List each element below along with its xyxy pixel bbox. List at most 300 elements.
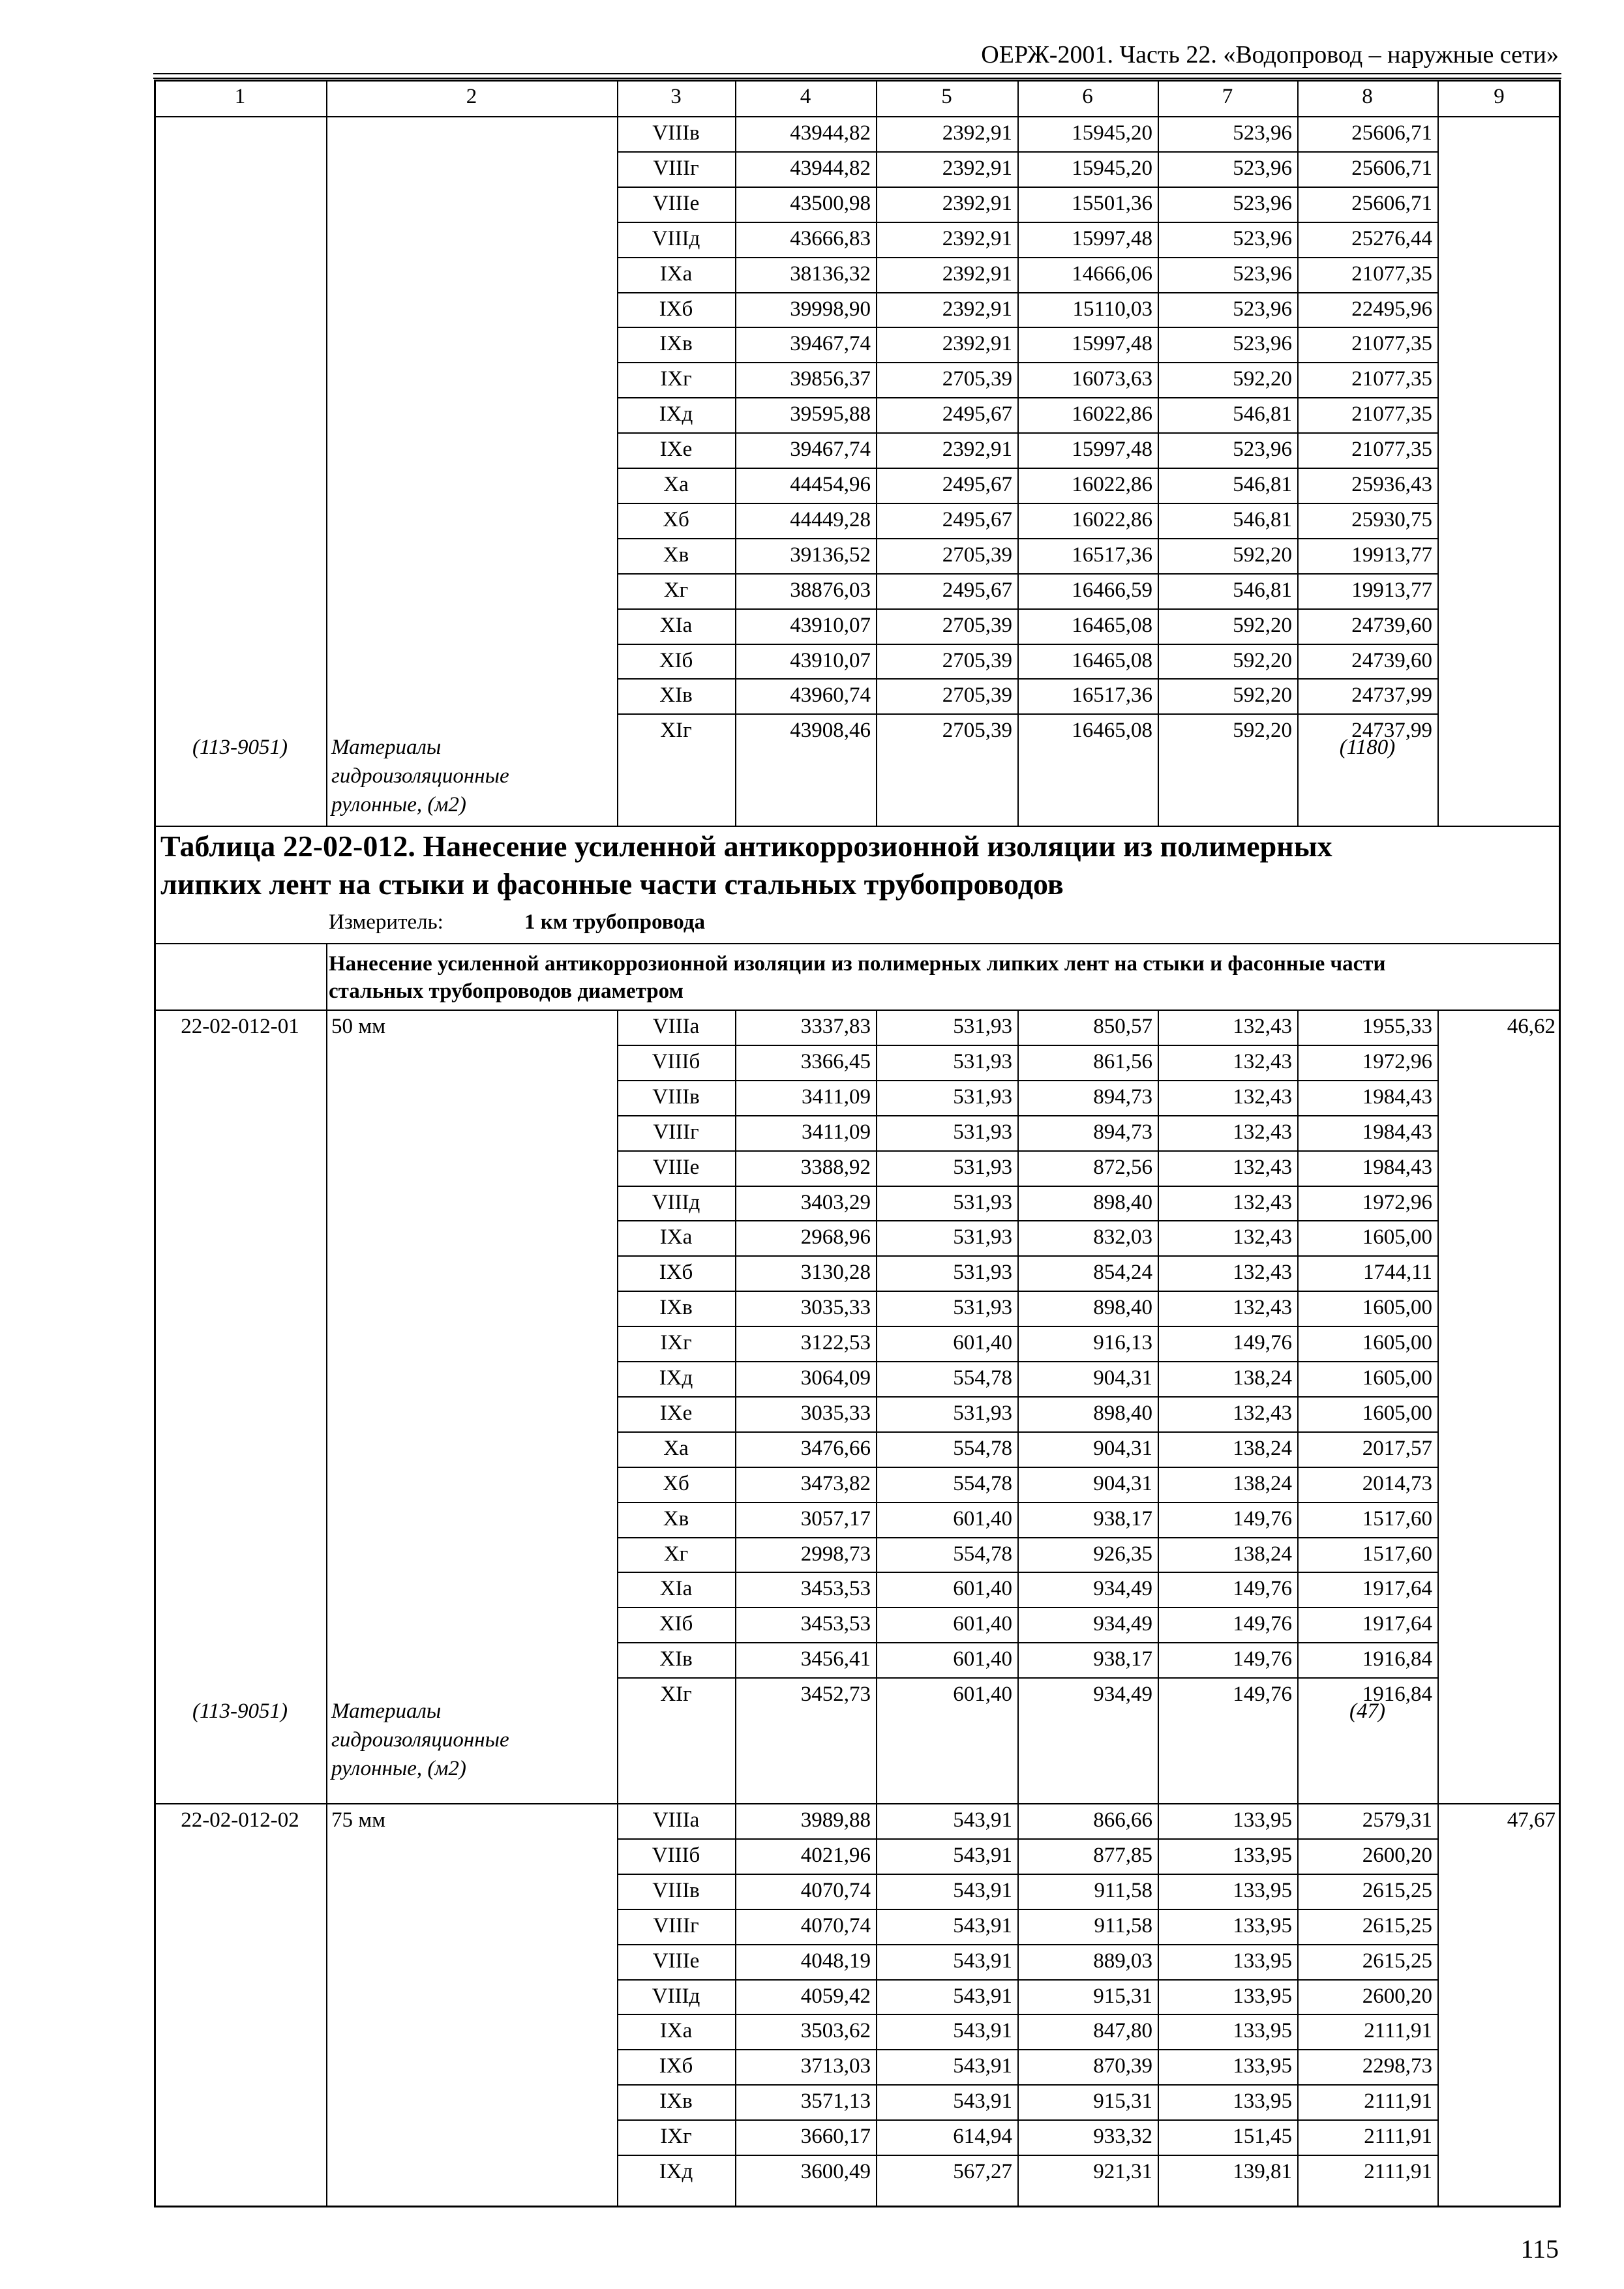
resource-quantity: (1180)	[1339, 736, 1396, 760]
variant-code: VIIIа	[652, 1808, 700, 1832]
grid-vline	[326, 1803, 327, 2207]
variant-code: VIIIв	[652, 1878, 700, 1902]
price-value: 531,93	[953, 1401, 1012, 1425]
price-value: 543,91	[953, 2089, 1012, 2114]
price-value: 15110,03	[1072, 297, 1152, 321]
grid-vline	[326, 116, 327, 826]
price-value: 132,43	[1233, 1261, 1292, 1285]
price-value: 1984,43	[1362, 1155, 1432, 1179]
section-heading: Нанесение усиленной антикоррозионной изоляции из полимерных липких лент на стыки и фасонные части	[329, 952, 1386, 976]
price-value: 904,31	[1093, 1471, 1152, 1495]
price-value: 934,49	[1093, 1612, 1152, 1636]
column-number: 3	[670, 85, 682, 108]
grid-hline	[617, 2049, 1437, 2050]
price-value: 132,43	[1233, 1225, 1292, 1249]
price-value: 43908,46	[790, 719, 871, 743]
variant-code: XIа	[659, 1577, 693, 1601]
position-name: 50 мм	[331, 1015, 386, 1038]
variant-code: Xб	[663, 507, 689, 531]
price-value: 3453,53	[800, 1577, 871, 1601]
table-title: Таблица 22-02-012. Нанесение усиленной антикоррозионной изоляции из полимерных	[160, 830, 1332, 863]
price-value: 3035,33	[800, 1296, 871, 1320]
price-value: 523,96	[1233, 121, 1292, 145]
table-title: липких лент на стыки и фасонные части стальных трубопроводов	[160, 867, 1064, 901]
price-value: 138,24	[1233, 1366, 1292, 1390]
grid-hline	[617, 1642, 1437, 1643]
price-value: 2495,67	[942, 473, 1012, 496]
price-value: 24739,60	[1351, 613, 1432, 637]
variant-code: XIг	[660, 1683, 692, 1707]
price-value: 16073,63	[1072, 367, 1152, 391]
price-value: 614,94	[953, 2125, 1012, 2149]
grid-hline	[617, 1045, 1437, 1046]
variant-code: IXг	[660, 367, 692, 391]
price-value: 2615,25	[1362, 1913, 1432, 1937]
price-value: 904,31	[1093, 1366, 1152, 1390]
column-number: 8	[1362, 85, 1373, 108]
price-value: 2615,25	[1362, 1949, 1432, 1973]
price-value: 4070,74	[800, 1878, 871, 1902]
price-value: 543,91	[953, 1843, 1012, 1867]
grid-hline	[617, 1607, 1437, 1608]
price-value: 554,78	[953, 1436, 1012, 1460]
price-value: 523,96	[1233, 226, 1292, 250]
price-value: 133,95	[1233, 1949, 1292, 1973]
price-value: 567,27	[953, 2160, 1012, 2183]
price-value: 531,93	[953, 1120, 1012, 1144]
price-value: 25606,71	[1351, 156, 1432, 180]
grid-hline	[617, 222, 1437, 223]
price-value: 15945,20	[1072, 156, 1152, 180]
variant-code: IXа	[659, 1225, 693, 1249]
price-value: 592,20	[1233, 683, 1292, 708]
price-value: 861,56	[1093, 1049, 1152, 1073]
price-value: 2600,20	[1362, 1843, 1432, 1867]
column-number: 1	[234, 85, 246, 108]
section-heading: стальных трубопроводов диаметром	[329, 980, 684, 1003]
price-value: 16517,36	[1072, 683, 1152, 708]
price-value: 16022,86	[1072, 507, 1152, 531]
price-value: 2111,91	[1364, 2089, 1432, 2114]
price-value: 133,95	[1233, 1913, 1292, 1937]
grid-vline	[735, 80, 736, 116]
column-number: 6	[1082, 85, 1093, 108]
price-value: 2998,73	[800, 1542, 871, 1566]
grid-hline	[617, 2014, 1437, 2015]
price-value: 531,93	[953, 1190, 1012, 1214]
price-value: 592,20	[1233, 648, 1292, 672]
variant-code: VIIIб	[652, 1049, 700, 1073]
price-value: 3503,62	[800, 2019, 871, 2043]
running-header: ОЕРЖ-2001. Часть 22. «Водопровод – наружные сети»	[981, 41, 1559, 68]
variant-code: XIв	[659, 1647, 693, 1671]
price-value: 523,96	[1233, 297, 1292, 321]
price-value: 531,93	[953, 1085, 1012, 1109]
price-value: 543,91	[953, 1913, 1012, 1937]
variant-code: IXд	[659, 1366, 693, 1390]
price-value: 911,58	[1094, 1878, 1152, 1902]
grid-hline	[617, 432, 1437, 434]
price-value: 16465,08	[1072, 648, 1152, 672]
variant-code: VIIIв	[652, 1085, 700, 1109]
price-value: 601,40	[953, 1647, 1012, 1671]
variant-code: IXв	[659, 332, 693, 356]
price-value: 16022,86	[1072, 402, 1152, 426]
variant-code: Xв	[663, 543, 689, 567]
price-value: 19913,77	[1351, 543, 1432, 567]
variant-code: IXе	[659, 438, 693, 462]
grid-vline	[1158, 1010, 1159, 1803]
price-value: 546,81	[1233, 402, 1292, 426]
variant-code: IXд	[659, 402, 693, 426]
price-value: 39136,52	[790, 543, 871, 567]
price-value: 149,76	[1233, 1612, 1292, 1636]
measure-value: 1 км трубопровода	[524, 910, 706, 934]
grid-hline	[617, 503, 1437, 504]
grid-vline	[735, 1803, 736, 2207]
grid-hline	[617, 292, 1437, 293]
grid-vline	[326, 80, 327, 116]
price-value: 531,93	[953, 1261, 1012, 1285]
resource-name: Материалы	[331, 1699, 442, 1723]
header-rule	[153, 73, 1561, 74]
price-value: 2615,25	[1362, 1878, 1432, 1902]
price-value: 1916,84	[1362, 1647, 1432, 1671]
grid-vline	[1437, 1010, 1439, 1803]
price-value: 2392,91	[942, 438, 1012, 462]
price-value: 43944,82	[790, 121, 871, 145]
variant-code: Xа	[663, 1436, 689, 1460]
page-number: 115	[1520, 2234, 1559, 2264]
resource-quantity: (47)	[1349, 1699, 1385, 1723]
price-value: 3571,13	[800, 2089, 871, 2114]
grid-hline	[617, 1150, 1437, 1152]
price-value: 132,43	[1233, 1155, 1292, 1179]
price-value: 44454,96	[790, 473, 871, 496]
price-value: 44449,28	[790, 507, 871, 531]
price-value: 132,43	[1233, 1085, 1292, 1109]
price-value: 2392,91	[942, 297, 1012, 321]
price-value: 3411,09	[801, 1085, 871, 1109]
variant-code: VIIIе	[652, 1949, 700, 1973]
grid-hline	[154, 826, 1561, 827]
price-value: 592,20	[1233, 719, 1292, 743]
variant-code: XIа	[659, 613, 693, 637]
price-value: 601,40	[953, 1506, 1012, 1531]
variant-code: IXг	[660, 2125, 692, 2149]
price-value: 2968,96	[800, 1225, 871, 1249]
price-value: 592,20	[1233, 613, 1292, 637]
price-value: 2705,39	[942, 367, 1012, 391]
price-value: 523,96	[1233, 438, 1292, 462]
price-value: 1984,43	[1362, 1085, 1432, 1109]
price-value: 1605,00	[1362, 1225, 1432, 1249]
grid-hline	[617, 1979, 1437, 1981]
column-number: 9	[1494, 85, 1505, 108]
price-value: 2495,67	[942, 402, 1012, 426]
price-value: 133,95	[1233, 1984, 1292, 2008]
variant-code: VIIIд	[652, 1190, 700, 1214]
price-value: 3473,82	[800, 1471, 871, 1495]
price-value: 523,96	[1233, 191, 1292, 215]
grid-vline	[617, 1010, 618, 1803]
price-value: 39467,74	[790, 332, 871, 356]
price-value: 1917,64	[1362, 1612, 1432, 1636]
price-value: 2705,39	[942, 719, 1012, 743]
price-value: 2111,91	[1364, 2160, 1432, 2183]
price-value: 543,91	[953, 1984, 1012, 2008]
price-value: 21077,35	[1351, 332, 1432, 356]
price-value: 866,66	[1093, 1808, 1152, 1832]
price-value: 894,73	[1093, 1085, 1152, 1109]
price-value: 2495,67	[942, 507, 1012, 531]
price-value: 554,78	[953, 1471, 1012, 1495]
price-value: 149,76	[1233, 1331, 1292, 1355]
price-value: 894,73	[1093, 1120, 1152, 1144]
grid-hline	[617, 1677, 1437, 1679]
price-value: 915,31	[1093, 2089, 1152, 2114]
price-value: 133,95	[1233, 1808, 1292, 1832]
grid-hline	[617, 573, 1437, 575]
price-value: 3713,03	[800, 2054, 871, 2078]
grid-hline	[617, 2119, 1437, 2121]
price-value: 915,31	[1093, 1984, 1152, 2008]
grid-vline	[876, 1803, 877, 2207]
price-value: 2298,73	[1362, 2054, 1432, 2078]
price-value: 132,43	[1233, 1190, 1292, 1214]
grid-hline	[617, 1467, 1437, 1468]
price-value: 15501,36	[1072, 191, 1152, 215]
price-value: 592,20	[1233, 367, 1292, 391]
resource-name: гидроизоляционные	[331, 1728, 509, 1752]
price-value: 1984,43	[1362, 1120, 1432, 1144]
price-value: 543,91	[953, 2054, 1012, 2078]
variant-code: VIIIд	[652, 1984, 700, 2008]
price-value: 15997,48	[1072, 332, 1152, 356]
resource-code: (113-9051)	[192, 1699, 288, 1723]
grid-hline	[617, 644, 1437, 645]
price-value: 2392,91	[942, 226, 1012, 250]
grid-hline	[617, 1220, 1437, 1221]
price-value: 531,93	[953, 1155, 1012, 1179]
price-value: 25606,71	[1351, 191, 1432, 215]
variant-code: XIв	[659, 683, 693, 708]
variant-code: Xг	[663, 578, 689, 602]
price-value: 601,40	[953, 1683, 1012, 1707]
price-value: 543,91	[953, 1808, 1012, 1832]
variant-code: Xа	[663, 473, 689, 496]
variant-code: VIIIд	[652, 226, 700, 250]
price-value: 898,40	[1093, 1190, 1152, 1214]
price-value: 854,24	[1093, 1261, 1152, 1285]
variant-code: IXв	[659, 2089, 693, 2114]
price-value: 38136,32	[790, 262, 871, 286]
price-value: 2600,20	[1362, 1984, 1432, 2008]
price-value: 132,43	[1233, 1049, 1292, 1073]
price-value: 16465,08	[1072, 613, 1152, 637]
grid-vline	[326, 943, 327, 1010]
col9-value: 47,67	[1507, 1808, 1556, 1832]
price-value: 3660,17	[800, 2125, 871, 2149]
variant-code: VIIIг	[653, 1913, 699, 1937]
variant-code: Xб	[663, 1471, 689, 1495]
grid-hline	[617, 1572, 1437, 1573]
price-value: 2392,91	[942, 121, 1012, 145]
price-value: 133,95	[1233, 2089, 1292, 2114]
price-value: 39856,37	[790, 367, 871, 391]
price-value: 2111,91	[1364, 2019, 1432, 2043]
grid-hline	[617, 1115, 1437, 1116]
grid-vline	[1017, 1010, 1019, 1803]
price-value: 2705,39	[942, 613, 1012, 637]
price-value: 3403,29	[800, 1190, 871, 1214]
price-value: 1917,64	[1362, 1577, 1432, 1601]
price-value: 133,95	[1233, 2054, 1292, 2078]
position-code: 22-02-012-01	[181, 1015, 299, 1038]
price-value: 133,95	[1233, 2019, 1292, 2043]
resource-name: Материалы	[331, 736, 442, 760]
grid-hline	[617, 1838, 1437, 1840]
price-value: 2705,39	[942, 648, 1012, 672]
price-value: 4048,19	[800, 1949, 871, 1973]
grid-hline	[617, 151, 1437, 153]
grid-hline	[617, 397, 1437, 398]
variant-code: IXб	[659, 2054, 693, 2078]
variant-code: VIIIг	[653, 156, 699, 180]
price-value: 43666,83	[790, 226, 871, 250]
position-code: 22-02-012-02	[181, 1808, 299, 1832]
resource-code: (113-9051)	[192, 736, 288, 760]
price-value: 1972,96	[1362, 1190, 1432, 1214]
grid-hline	[617, 538, 1437, 539]
price-value: 133,95	[1233, 1843, 1292, 1867]
grid-vline	[1017, 80, 1019, 116]
price-value: 21077,35	[1351, 367, 1432, 391]
price-value: 2392,91	[942, 332, 1012, 356]
price-value: 938,17	[1093, 1647, 1152, 1671]
grid-hline	[617, 327, 1437, 328]
resource-name: рулонные, (м2)	[331, 793, 466, 817]
column-number: 2	[466, 85, 477, 108]
price-value: 43960,74	[790, 683, 871, 708]
grid-hline	[617, 1396, 1437, 1398]
grid-vline	[1297, 80, 1299, 116]
price-value: 1605,00	[1362, 1331, 1432, 1355]
grid-hline	[617, 1361, 1437, 1362]
variant-code: VIIIе	[652, 1155, 700, 1179]
price-value: 138,24	[1233, 1471, 1292, 1495]
price-value: 531,93	[953, 1015, 1012, 1038]
price-value: 531,93	[953, 1225, 1012, 1249]
price-value: 138,24	[1233, 1542, 1292, 1566]
price-value: 2705,39	[942, 683, 1012, 708]
grid-hline	[617, 257, 1437, 258]
price-value: 531,93	[953, 1049, 1012, 1073]
grid-hline	[617, 2155, 1437, 2156]
price-value: 25606,71	[1351, 121, 1432, 145]
price-value: 904,31	[1093, 1436, 1152, 1460]
grid-hline	[617, 362, 1437, 363]
grid-hline	[617, 713, 1437, 715]
price-value: 132,43	[1233, 1015, 1292, 1038]
price-value: 3600,49	[800, 2160, 871, 2183]
price-value: 2495,67	[942, 578, 1012, 602]
price-value: 24737,99	[1351, 719, 1432, 743]
price-value: 938,17	[1093, 1506, 1152, 1531]
price-value: 3337,83	[800, 1015, 871, 1038]
grid-vline	[876, 1010, 877, 1803]
grid-hline	[617, 1909, 1437, 1910]
price-value: 832,03	[1093, 1225, 1152, 1249]
grid-hline	[154, 1010, 1561, 1011]
variant-code: IXе	[659, 1401, 693, 1425]
price-value: 25936,43	[1351, 473, 1432, 496]
price-value: 546,81	[1233, 473, 1292, 496]
grid-hline	[617, 1431, 1437, 1433]
variant-code: IXг	[660, 1331, 692, 1355]
price-value: 3122,53	[800, 1331, 871, 1355]
price-value: 3989,88	[800, 1808, 871, 1832]
grid-hline	[617, 187, 1437, 188]
price-value: 3452,73	[800, 1683, 871, 1707]
price-value: 21077,35	[1351, 402, 1432, 426]
price-value: 926,35	[1093, 1542, 1152, 1566]
price-value: 2014,73	[1362, 1471, 1432, 1495]
variant-code: VIIIе	[652, 191, 700, 215]
price-value: 3064,09	[800, 1366, 871, 1390]
price-value: 2392,91	[942, 262, 1012, 286]
price-value: 543,91	[953, 1878, 1012, 1902]
variant-code: IXа	[659, 262, 693, 286]
grid-hline	[154, 116, 1561, 117]
column-number: 4	[800, 85, 811, 108]
price-value: 3476,66	[800, 1436, 871, 1460]
price-value: 1517,60	[1362, 1506, 1432, 1531]
price-value: 21077,35	[1351, 262, 1432, 286]
variant-code: VIIIа	[652, 1015, 700, 1038]
price-value: 872,56	[1093, 1155, 1152, 1179]
price-value: 3035,33	[800, 1401, 871, 1425]
grid-vline	[1437, 80, 1439, 116]
price-value: 15997,48	[1072, 438, 1152, 462]
grid-hline	[617, 1502, 1437, 1503]
price-value: 1517,60	[1362, 1542, 1432, 1566]
price-value: 601,40	[953, 1612, 1012, 1636]
variant-code: IXа	[659, 2019, 693, 2043]
price-value: 554,78	[953, 1542, 1012, 1566]
price-value: 149,76	[1233, 1647, 1292, 1671]
grid-vline	[1158, 1803, 1159, 2207]
price-value: 889,03	[1093, 1949, 1152, 1973]
price-value: 877,85	[1093, 1843, 1152, 1867]
price-value: 847,80	[1093, 2019, 1152, 2043]
price-value: 934,49	[1093, 1683, 1152, 1707]
price-value: 24739,60	[1351, 648, 1432, 672]
price-value: 850,57	[1093, 1015, 1152, 1038]
price-value: 601,40	[953, 1331, 1012, 1355]
variant-code: IXб	[659, 1261, 693, 1285]
price-value: 39998,90	[790, 297, 871, 321]
grid-vline	[1437, 116, 1439, 826]
price-value: 870,39	[1093, 2054, 1152, 2078]
price-value: 3411,09	[801, 1120, 871, 1144]
price-value: 132,43	[1233, 1296, 1292, 1320]
price-value: 1916,84	[1362, 1683, 1432, 1707]
variant-code: XIб	[659, 648, 693, 672]
grid-vline	[1437, 1803, 1439, 2207]
price-value: 2392,91	[942, 191, 1012, 215]
price-value: 133,95	[1233, 1878, 1292, 1902]
